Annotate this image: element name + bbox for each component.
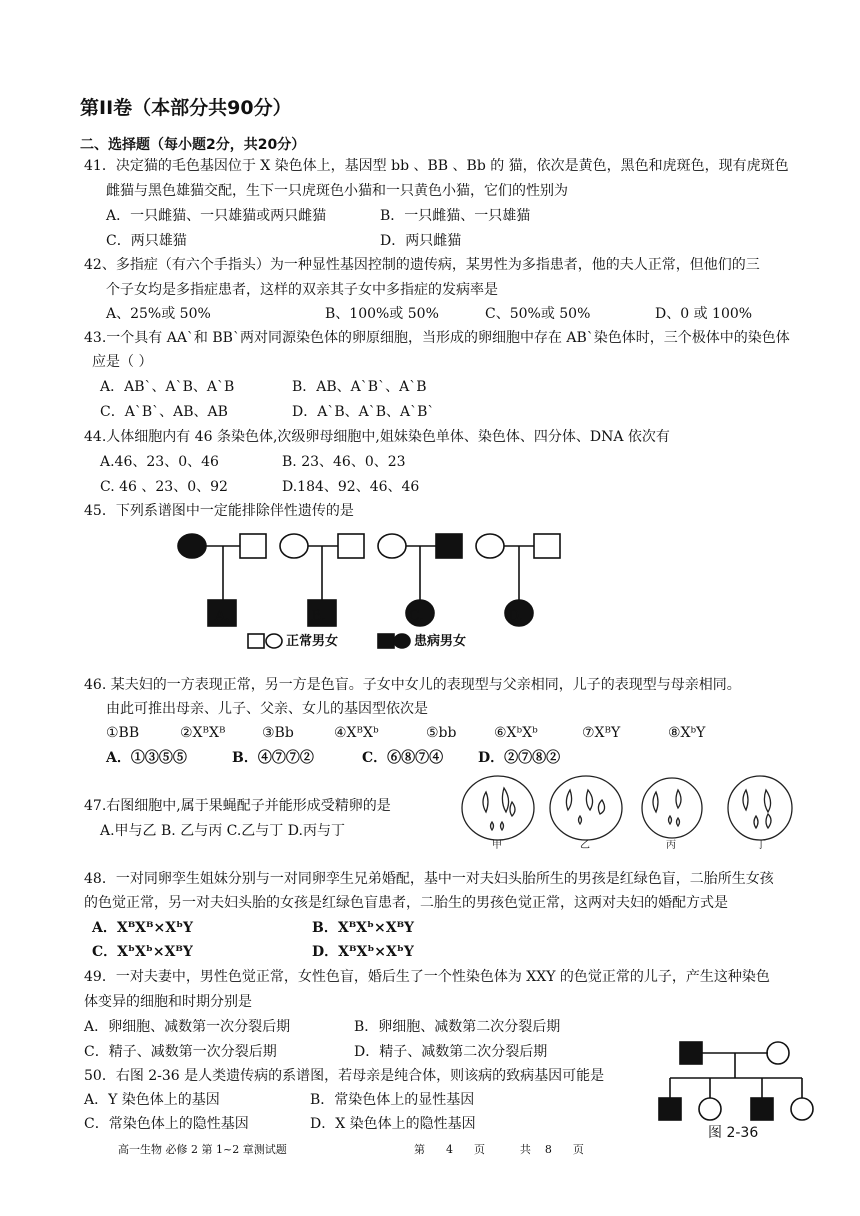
q44-option-d: D.184、92、46、46 — [282, 479, 420, 495]
q41-text: 41．决定猫的毛色基因位于 X 染色体上，基因型 bb 、BB 、Bb 的 猫，依次是黄色，黑色和虎斑色，现有虎斑色 — [84, 158, 789, 174]
q45-label-a: A. — [215, 608, 230, 624]
q45-label-b: B. — [311, 608, 326, 624]
q46-option-b: B．④⑦⑦② — [232, 750, 314, 766]
footer-page: 第 4 页 共 8 页 — [414, 1143, 584, 1156]
q46-genotype-6: ⑥XᵇXᵇ — [494, 725, 538, 741]
q43-option-d: D．A`B、A`B、A`B` — [292, 404, 435, 420]
q45-text: 45．下列系谱图中一定能排除伴性遗传的是 — [84, 503, 354, 519]
q50-option-b: B．常染色体上的显性基因 — [310, 1092, 475, 1108]
q48-text-2: 的色觉正常，另一对夫妇头胎的女孩是红绿色盲患者，二胎生的男孩色觉正常，这两对夫妇的婚配方式是 — [84, 895, 728, 911]
q41-option-c: C．两只雄猫 — [106, 233, 187, 249]
q43-text: 43.一个具有 AA`和 BB`两对同源染色体的卵原细胞，当形成的卵细胞中存在 AB`染色体时，三个极体中的染色体 — [84, 330, 790, 346]
q42-option-b: B、100%或 50% — [325, 306, 439, 322]
q50-text: 50．右图 2-36 是人类遗传病的系谱图，若母亲是纯合体，则该病的致病基因可能是 — [84, 1068, 605, 1084]
q46-genotype-8: ⑧XᵇY — [668, 725, 706, 741]
q49-option-b: B．卵细胞、减数第二次分裂后期 — [354, 1019, 561, 1035]
q44-option-a: A.46、23、0、46 — [100, 454, 219, 470]
q47-text: 47.右图细胞中,属于果蝇配子并能形成受精卵的是 — [84, 798, 391, 814]
q42-text: 42、多指症（有六个手指头）为一种显性基因控制的遗传病，某男性为多指患者，他的夫人正常，但他们的三 — [84, 257, 760, 273]
q50-pedigree-figure — [650, 1036, 830, 1136]
q43-option-b: B．AB、A`B`、A`B — [292, 379, 427, 395]
q47-cell-label-jia: 甲 — [492, 840, 502, 851]
q45-label-c: C. — [409, 608, 424, 624]
q49-text: 49．一对夫妻中，男性色觉正常，女性色盲，婚后生了一个性染色体为 XXY 的色觉正常的儿子，产生这种染色 — [84, 969, 770, 985]
q45-legend-normal: 正常男女 — [286, 634, 339, 649]
section-title: 第II卷（本部分共90分） — [80, 97, 292, 119]
q48-option-b: B．XᴮXᵇ×XᴮY — [312, 920, 415, 936]
q46-genotype-3: ③Bb — [262, 725, 294, 741]
q50-option-a: A．Y 染色体上的基因 — [84, 1092, 220, 1108]
q46-genotype-5: ⑤bb — [426, 725, 457, 741]
q43-option-a: A．AB`、A`B、A`B — [100, 379, 235, 395]
q46-genotype-2: ②XᴮXᴮ — [180, 725, 226, 741]
q44-option-c: C. 46 、23、0、92 — [100, 479, 228, 495]
q48-option-a: A．XᴮXᴮ×XᵇY — [92, 920, 194, 936]
q47-cell-label-yi: 乙 — [580, 840, 590, 851]
q50-figure-label: 图 2-36 — [708, 1125, 759, 1141]
q47-cell-figure — [456, 772, 806, 852]
q49-option-d: D．精子、减数第二次分裂后期 — [354, 1044, 548, 1060]
q41-option-a: A．一只雌猫、一只雄猫或两只雌猫 — [106, 208, 327, 224]
footer-course: 高一生物 必修 2 第 1~2 章测试题 — [118, 1143, 287, 1156]
q46-genotype-1: ①BB — [106, 725, 140, 741]
q42-option-c: C、50%或 50% — [485, 306, 591, 322]
q48-option-d: D．XᴮXᵇ×XᵇY — [312, 944, 414, 960]
q47-cell-label-ding: 丁 — [756, 840, 766, 851]
q44-text: 44.人体细胞内有 46 条染色体,次级卵母细胞中,姐妹染色单体、染色体、四分体、DNA 依次有 — [84, 429, 670, 445]
q50-option-c: C．常染色体上的隐性基因 — [84, 1116, 249, 1132]
q46-option-a: A．①③⑤⑤ — [106, 750, 187, 766]
q48-text: 48．一对同卵孪生姐妹分别与一对同卵孪生兄弟婚配，基中一对夫妇头胎所生的男孩是红绿色盲，二胎所生女孩 — [84, 871, 774, 887]
q45-pedigree-figure — [170, 528, 570, 658]
q43-option-c: C．A`B`、AB、AB — [100, 404, 228, 420]
q47-cell-label-bing: 丙 — [666, 840, 676, 851]
q42-option-d: D、0 或 100% — [655, 306, 753, 322]
q46-genotype-7: ⑦XᴮY — [582, 725, 621, 741]
q49-option-a: A．卵细胞、减数第一次分裂后期 — [84, 1019, 291, 1035]
q46-option-c: C．⑥⑧⑦④ — [362, 750, 444, 766]
q50-option-d: D．X 染色体上的隐性基因 — [310, 1116, 476, 1132]
q49-text-2: 体变异的细胞和时期分别是 — [84, 994, 252, 1010]
q41-option-b: B．一只雌猫、一只雄猫 — [380, 208, 531, 224]
q41-text-2: 雌猫与黑色雄猫交配，生下一只虎斑色小猫和一只黄色小猫，它们的性别为 — [106, 183, 568, 199]
q46-text-2: 由此可推出母亲、儿子、父亲、女儿的基因型依次是 — [106, 701, 428, 717]
q43-text-2: 应是（ ） — [92, 354, 153, 370]
q45-label-d: D. — [508, 608, 524, 624]
q42-text-2: 个子女均是多指症患者，这样的双亲其子女中多指症的发病率是 — [106, 282, 498, 298]
q42-option-a: A、25%或 50% — [106, 306, 211, 322]
q49-option-c: C．精子、减数第一次分裂后期 — [84, 1044, 277, 1060]
q41-option-d: D．两只雌猫 — [380, 233, 462, 249]
q46-option-d: D．②⑦⑧② — [478, 750, 561, 766]
q45-legend-affected: 患病男女 — [414, 634, 467, 649]
q44-option-b: B. 23、46、0、23 — [282, 454, 406, 470]
q46-genotype-4: ④XᴮXᵇ — [334, 725, 379, 741]
q48-option-c: C．XᵇXᵇ×XᴮY — [92, 944, 193, 960]
q46-text: 46. 某夫妇的一方表现正常，另一方是色盲。子女中女儿的表现型与父亲相同，儿子的表现型与母亲相同。 — [84, 677, 741, 693]
q47-options: A.甲与乙 B. 乙与丙 C.乙与丁 D.丙与丁 — [100, 823, 345, 839]
section-subtitle: 二、选择题（每小题2分，共20分） — [80, 137, 306, 153]
